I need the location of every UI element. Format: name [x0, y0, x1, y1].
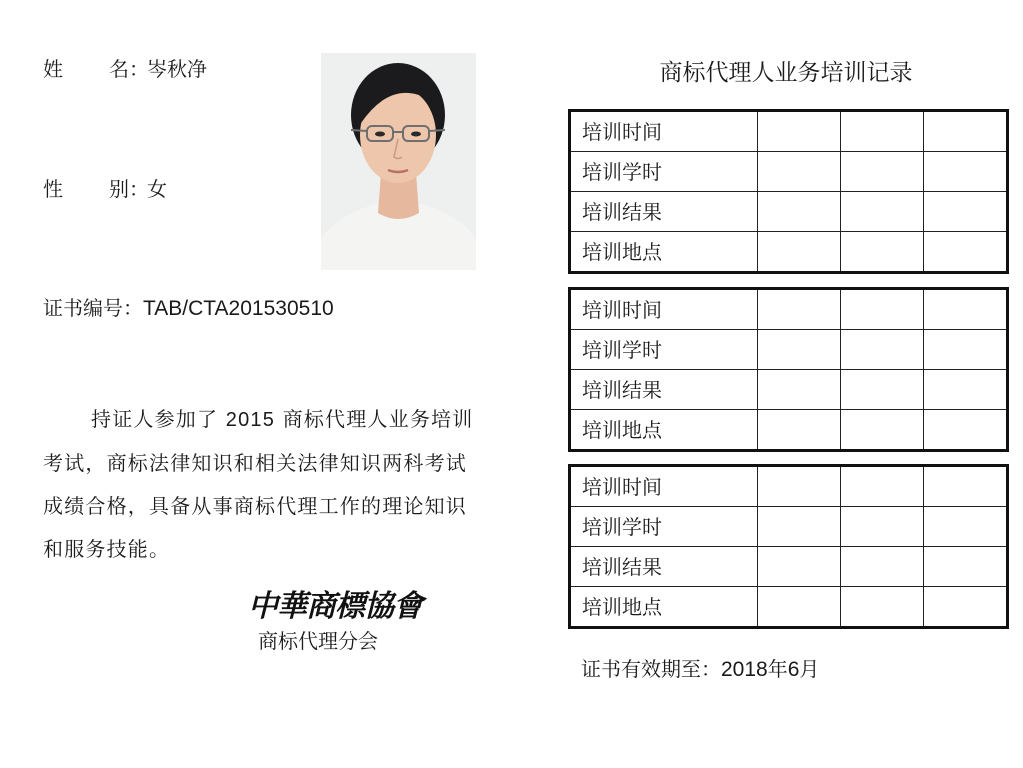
portrait-illustration: [321, 53, 476, 270]
certificate-number-value: TAB/CTA201530510: [143, 297, 334, 320]
gender-value: 女: [147, 177, 167, 201]
certificate-number-label: 证书编号：: [43, 296, 143, 320]
record-cell: [924, 289, 1008, 330]
table-row: [570, 330, 1008, 370]
record-cell: [924, 587, 1008, 628]
record-cell: [841, 587, 924, 628]
record-cell: [841, 330, 924, 370]
record-cell: [841, 370, 924, 410]
validity-month: 6: [787, 658, 800, 681]
row-label: 培训学时: [570, 330, 758, 370]
table-row: [570, 192, 1008, 232]
record-cell: [924, 547, 1008, 587]
validity-year: 2018: [721, 658, 768, 681]
record-cell: [758, 111, 841, 152]
table-row: [570, 152, 1008, 192]
record-cell: [758, 547, 841, 587]
name-field: [43, 57, 207, 81]
validity-label: 证书有效期至：: [581, 657, 721, 681]
record-cell: [758, 330, 841, 370]
record-cell: [841, 152, 924, 192]
row-label: 培训结果: [570, 192, 758, 232]
row-label: 培训时间: [570, 111, 758, 152]
record-cell: [924, 152, 1008, 192]
record-cell: [758, 289, 841, 330]
record-cell: [758, 232, 841, 273]
name-value: 岑秋净: [147, 57, 207, 81]
gender-label: 性 别：: [43, 177, 149, 201]
record-cell: [924, 410, 1008, 451]
record-cell: [841, 192, 924, 232]
record-cell: [841, 410, 924, 451]
portrait-photo: [321, 53, 476, 270]
row-label: 培训结果: [570, 370, 758, 410]
name-label: 姓 名：: [43, 57, 149, 81]
record-cell: [841, 111, 924, 152]
record-cell: [924, 232, 1008, 273]
table-row: [570, 466, 1008, 507]
certificate-statement: 持证人参加了 2015 商标代理人业务培训考试，商标法律知识和相关法律知识两科考试成绩合格，具备从事商标代理工作的理论知识和服务技能。: [43, 407, 474, 561]
row-label: 培训时间: [570, 289, 758, 330]
row-label: 培训学时: [570, 152, 758, 192]
record-cell: [758, 466, 841, 507]
row-label: 培训结果: [570, 547, 758, 587]
table-row: [570, 232, 1008, 273]
record-cell: [841, 466, 924, 507]
training-record-table-2: [568, 287, 1009, 452]
organization-calligraphy-logo: [240, 584, 430, 624]
record-cell: [841, 289, 924, 330]
training-record-table-1: [568, 109, 1009, 274]
row-label: 培训时间: [570, 466, 758, 507]
table-row: [570, 507, 1008, 547]
gender-field: [43, 177, 167, 201]
record-cell: [924, 370, 1008, 410]
validity-date: 证书有效期至：2018年6月: [581, 657, 820, 681]
table-row: [570, 547, 1008, 587]
record-cell: [924, 192, 1008, 232]
certificate-number-field: [43, 296, 334, 321]
table-row: [570, 289, 1008, 330]
record-cell: [758, 587, 841, 628]
record-cell: [841, 547, 924, 587]
table-row: [570, 111, 1008, 152]
record-cell: [924, 466, 1008, 507]
record-cell: [758, 370, 841, 410]
organization-branch-name: 商标代理分会: [258, 629, 378, 653]
row-label: 培训地点: [570, 232, 758, 273]
record-cell: [758, 410, 841, 451]
row-label: 培训地点: [570, 410, 758, 451]
row-label: 培训学时: [570, 507, 758, 547]
record-cell: [758, 152, 841, 192]
record-cell: [758, 507, 841, 547]
statement-year: 2015: [225, 409, 276, 431]
svg-text:中華商標協會: 中華商標協會: [248, 589, 422, 624]
table-row: [570, 587, 1008, 628]
record-cell: [924, 507, 1008, 547]
record-cell: [924, 330, 1008, 370]
table-row: [570, 410, 1008, 451]
record-cell: [841, 232, 924, 273]
training-record-table-3: [568, 464, 1009, 629]
row-label: 培训地点: [570, 587, 758, 628]
record-cell: [758, 192, 841, 232]
table-row: [570, 370, 1008, 410]
record-cell: [924, 111, 1008, 152]
training-record-title: 商标代理人业务培训记录: [659, 60, 913, 86]
record-cell: [841, 507, 924, 547]
